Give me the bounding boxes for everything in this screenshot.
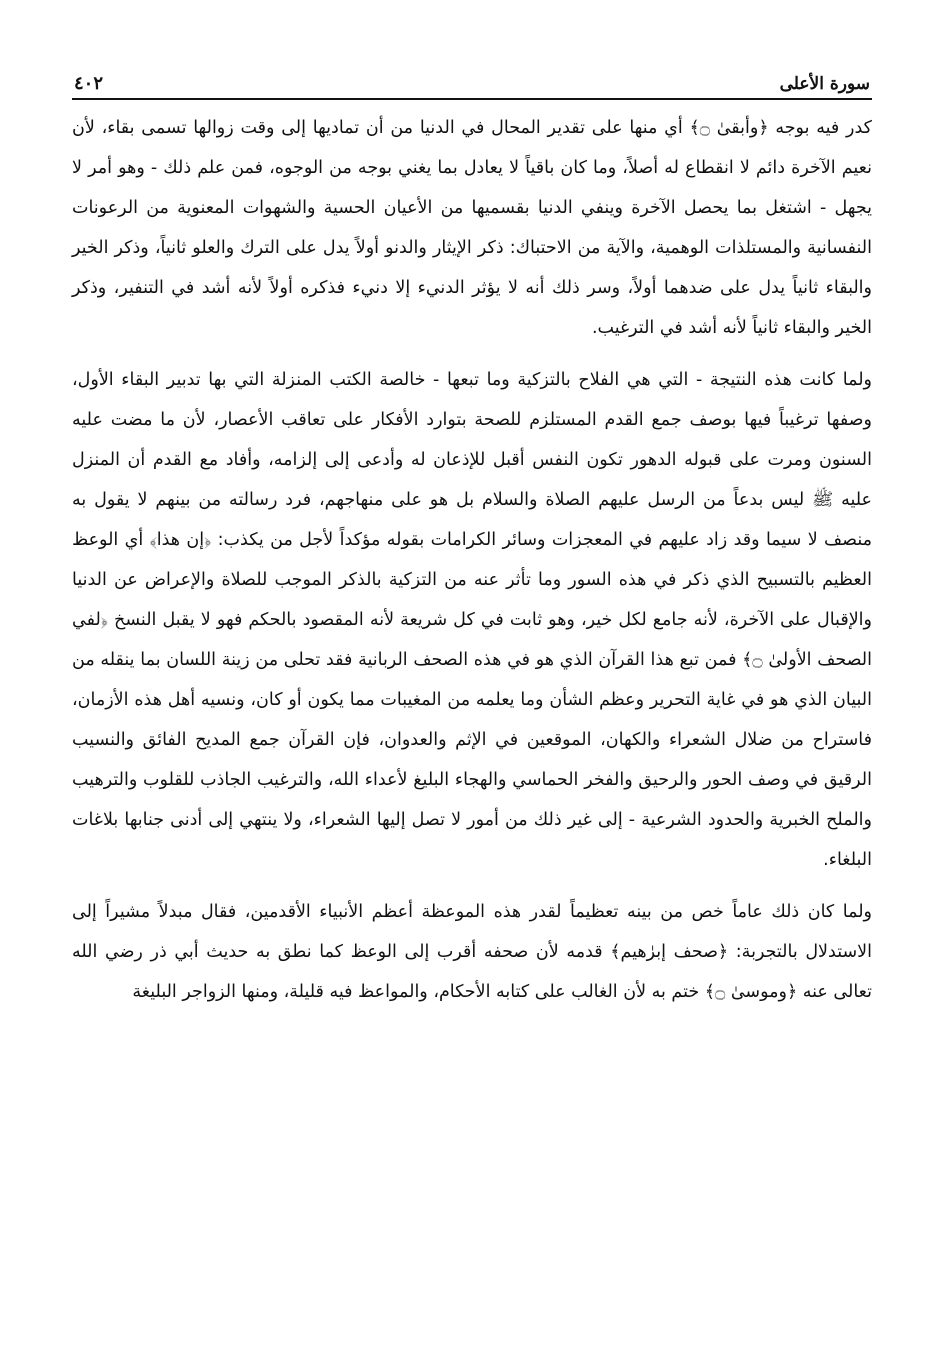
running-header <box>72 60 872 100</box>
body-text <box>72 108 872 1012</box>
surah-title: سورة الأعلى <box>779 74 870 94</box>
page-number: ٤٠٢ <box>74 73 104 94</box>
paragraph-1: كدر فيه بوجه ﴿وأبقىٰ ۝﴾ أي منها على تقدير المحال في الدنيا من أن تماديها إلى وقت زوالها تسمى بقاء، لأن نعيم الآخرة دائم لا انقطاع له أصلاً، وما كان باقياً لا يعادل بما يغني بوجه من الوجوه، فمن علم ذلك - وهو أمر لا يجهل - اشتغل بما يحصل الآخرة وينفي الدنيا بقسميها من الأعيان الحسية والشهوات المعنوية من الرعونات النفسانية والمستلذات الوهمية، والآية من الاحتباك: ذكر الإيثار والدنو أولاً يدل على الترك والعلو ثانياً، وذكر الخير والبقاء ثانياً يدل على ضدهما أولاً، وسر ذلك أنه لا يؤثر الدنيء إلا دنيء فذكره أولاً لأنه أشد في التنفير، وذكر الخير والبقاء ثانياً لأنه أشد في الترغيب. <box>72 118 872 338</box>
paragraph-3: ولما كان ذلك عاماً خص من بينه تعظيماً لقدر هذه الموعظة أعظم الأنبياء الأقدمين، فقال مبدلاً مشيراً إلى الاستدلال بالتجربة: ﴿صحف إبرٰهيم﴾ قدمه لأن صحفه أقرب إلى الوعظ كما نطق به حديث أبي ذر رضي الله تعالى عنه ﴿وموسىٰ ۝﴾ ختم به لأن الغالب على كتابه الأحكام، والمواعظ فيه قليلة، ومنها الزواجر البليغة <box>72 902 872 1002</box>
book-page <box>72 60 872 1012</box>
paragraph-2: ولما كانت هذه النتيجة - التي هي الفلاح بالتزكية وما تبعها - خالصة الكتب المنزلة التي بها تدبير البقاء الأول، وصفها ترغيباً فيها بوصف جمع القدم المستلزم للصحة بتوارد الأفكار على تعاقب الأعصار، لأن ما مضت عليه السنون ومرت على قبوله الدهور تكون النفس أقبل للإذعان له وأدعى إلى إلزامه، وأفاد مع القدم أن المنزل عليه ﷺ ليس بدعاً من الرسل عليهم الصلاة والسلام بل هو على منهاجهم، فرد رسالته من بينهم لا يقول به منصف لا سيما وقد زاد عليهم في المعجزات وسائر الكرامات بقوله مؤكداً لأجل من يكذب: ﴿إن هذا﴾ أي الوعظ العظيم بالتسبيح الذي ذكر في هذه السور وما تأثر عنه من التزكية بالذكر الموجب للصلاة والإعراض عن الدنيا والإقبال على الآخرة، لأنه جامع لكل خير، وهو ثابت في كل شريعة لأنه المقصود بالحكم فهو لا يقبل النسخ ﴿لفي الصحف الأولىٰ ۝﴾ فمن تبع هذا القرآن الذي هو في هذه الصحف الربانية فقد تحلى من زينة اللسان بما ينقله من البيان الذي هو في غاية التحرير وعظم الشأن وما يعلمه من المغيبات مما يكون أو كان، ونسيه أهل هذه الأزمان، فاستراح من ضلال الشعراء والكهان، الموقعين في الإثم والعدوان، فإن القرآن جمع المديح الفائق والنسيب الرقيق في وصف الحور والرحيق والفخر الحماسي والهجاء البليغ لأعداء الله، والترغيب الجاذب للقلوب والترهيب والملح الخبرية والحدود الشرعية - إلى غير ذلك من أمور لا تصل إليها الشعراء، ولا ينتهي إلى أدنى جنابها بلاغات البلغاء. <box>72 370 872 870</box>
